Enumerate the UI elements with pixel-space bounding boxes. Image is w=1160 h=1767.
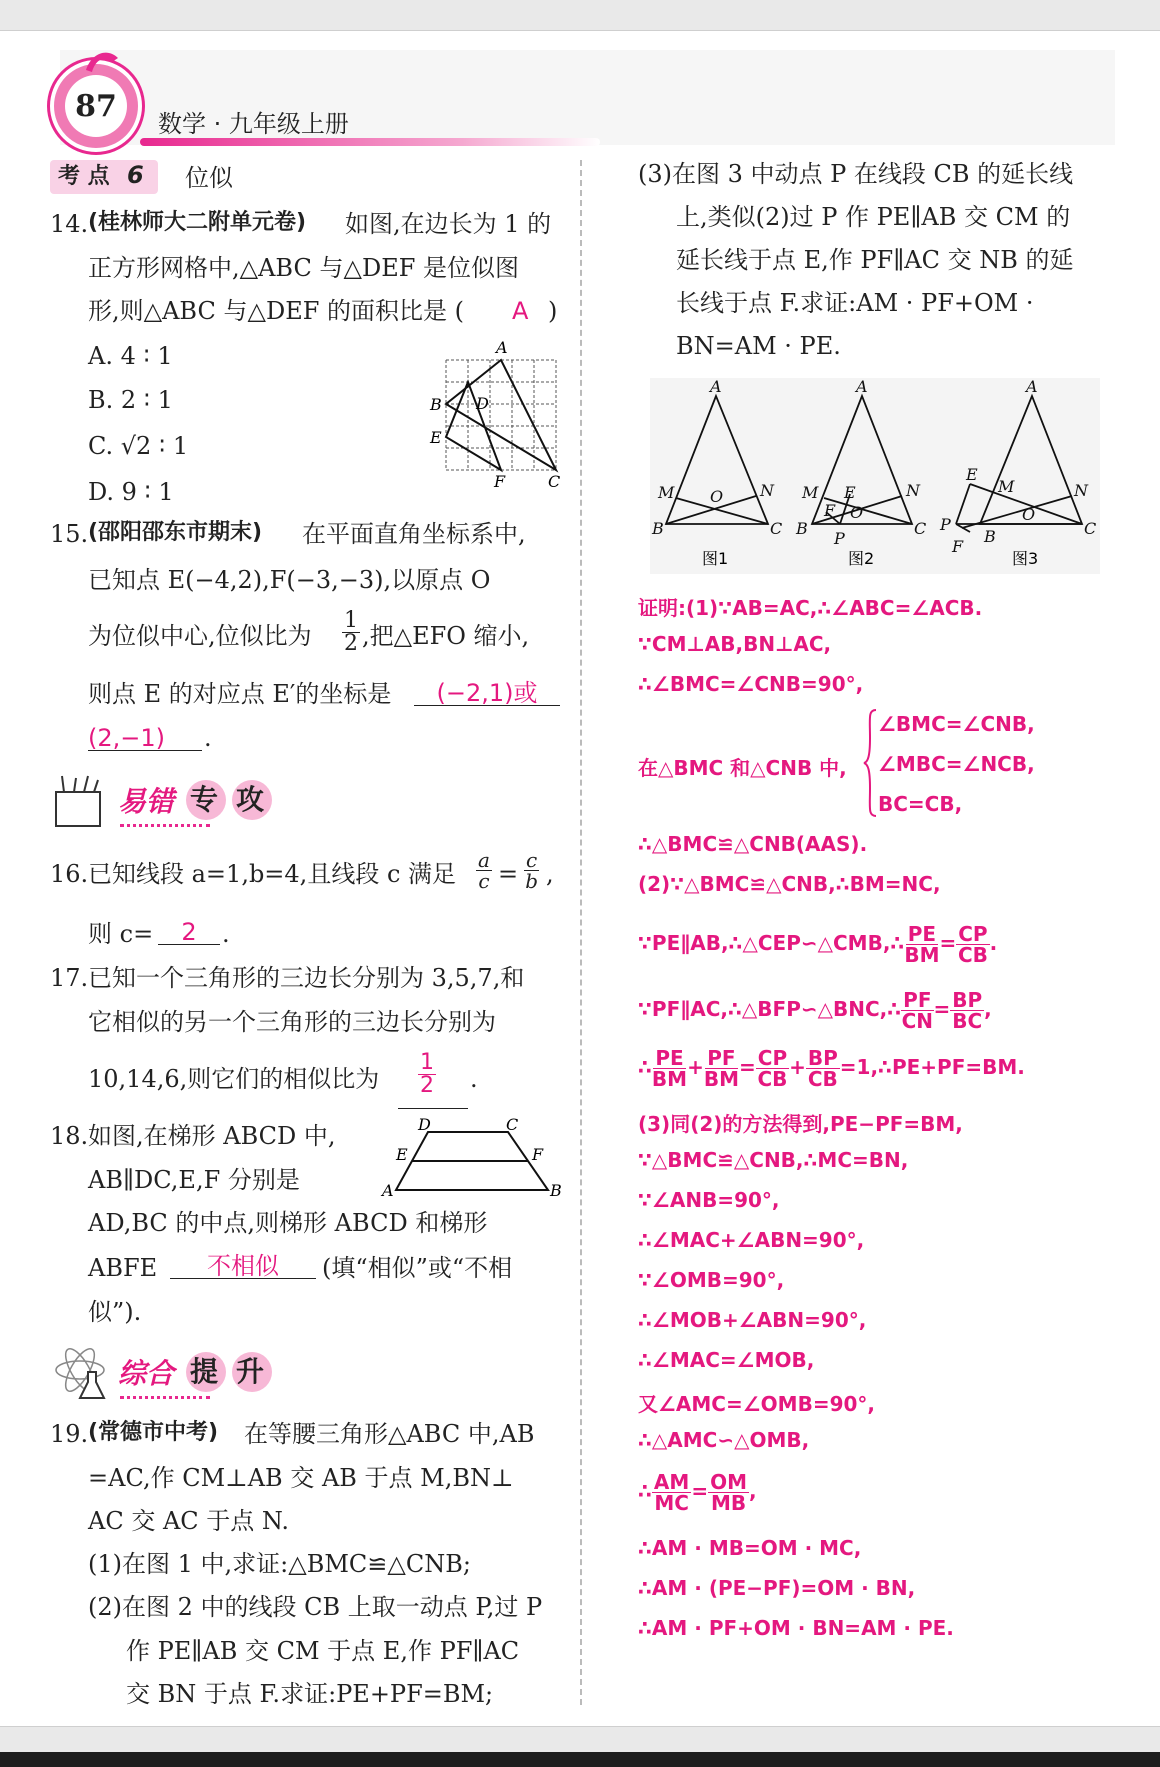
- equals: =: [933, 997, 951, 1021]
- q15-answer-part1: (−2,1)或: [414, 681, 560, 706]
- q15-line4: 则点 E 的对应点 E′的坐标是: [88, 680, 392, 708]
- q19-line1: 在等腰三角形△ABC 中,AB: [244, 1420, 535, 1448]
- frac-num: BP: [952, 988, 983, 1012]
- fig2-label-c: C: [914, 519, 927, 538]
- q14-option-a: A. 4 ∶ 1: [88, 342, 173, 370]
- fig1-label-n: N: [760, 481, 774, 500]
- fig3-label-a: A: [1026, 378, 1038, 396]
- q18-label-d: D: [418, 1118, 431, 1134]
- q14-source: (桂林师大二附单元卷): [88, 210, 307, 235]
- section-tag-label: 考 点: [58, 164, 110, 189]
- dotted-underline: [120, 824, 210, 827]
- frac-den: BM: [904, 943, 940, 967]
- frac-den: BM: [651, 1067, 688, 1091]
- fig3-label-f: F: [952, 537, 964, 556]
- proof-line3: ∴∠BMC=∠CNB=90°,: [638, 672, 864, 696]
- frac-den: MB: [710, 1491, 747, 1515]
- q16-equals: =: [498, 860, 519, 888]
- q17-answer-den: 2: [420, 1073, 434, 1098]
- section-yicuo-t2: 专: [190, 783, 219, 816]
- q18-line5: 似”).: [88, 1298, 142, 1326]
- q18-line4a: ABFE: [88, 1254, 158, 1282]
- fig2-label-a: A: [856, 378, 868, 396]
- q16-line1: 已知线段 a=1,b=4,且线段 c 满足: [88, 860, 457, 888]
- q14-label-d: D: [476, 394, 489, 413]
- fig1-caption: 图1: [702, 549, 729, 568]
- q18-label-c: C: [506, 1118, 519, 1134]
- frac: [756, 1048, 789, 1089]
- q16-f1-num: a: [478, 848, 490, 872]
- fig1-label-b: B: [652, 519, 664, 538]
- punct: .: [989, 931, 998, 955]
- fig1-label-o: O: [710, 487, 724, 506]
- q15-number: 15.: [50, 520, 89, 548]
- q18-trapezoid-figure: [380, 1118, 570, 1200]
- proof-line17: ∴△AMC∽△OMB,: [638, 1428, 810, 1452]
- pencil-cup-icon: [52, 774, 104, 828]
- q14-option-b: B. 2 ∶ 1: [88, 386, 173, 414]
- proof-line15: ∴∠MAC=∠MOB,: [638, 1348, 815, 1372]
- fig2-label-n: N: [906, 481, 920, 500]
- q16-line2: 则 c=: [88, 920, 154, 948]
- q16-comma: ,: [546, 860, 554, 888]
- q18-answer: 不相似: [170, 1254, 316, 1279]
- q19-part3c: 延长线于点 E,作 PF∥AC 交 NB 的延: [676, 246, 1074, 274]
- section-zonghe-t1: 综合: [118, 1357, 175, 1390]
- fig3-label-p: P: [940, 515, 951, 534]
- header-title: 数学 · 九年级上册: [158, 110, 349, 138]
- q17-answer-num: 1: [420, 1050, 434, 1075]
- q18-number: 18.: [50, 1122, 89, 1150]
- proof-line20: ∴AM · (PE−PF)=OM · BN,: [638, 1576, 916, 1600]
- frac-num: PF: [903, 988, 932, 1012]
- column-divider: [580, 160, 582, 1705]
- q19-source: (常德市中考): [88, 1420, 219, 1445]
- section-zonghe-t2: 提: [190, 1355, 219, 1388]
- frac-num: CP: [958, 922, 988, 946]
- q14-option-d: D. 9 ∶ 1: [88, 478, 174, 506]
- proof-line16: 又∠AMC=∠OMB=90°,: [638, 1392, 876, 1416]
- q19-part1: (1)在图 1 中,求证:△BMC≌△CNB;: [88, 1550, 471, 1578]
- bottom-bar: [0, 1752, 1160, 1767]
- q16-f2-num: c: [526, 848, 538, 872]
- q14-close: ): [548, 297, 558, 325]
- q16-f1-den: c: [478, 869, 490, 893]
- section-yicuo-t3: 攻: [236, 783, 265, 816]
- q18-line1: 如图,在梯形 ABCD 中,: [88, 1122, 336, 1150]
- section-zonghe: [52, 1342, 282, 1404]
- fig2-label-p: P: [834, 529, 845, 548]
- q16-answer: 2: [158, 920, 220, 945]
- proof-line8-text: ∴: [638, 1055, 652, 1079]
- proof-line7-text: ∵PF∥AC,∴△BFP∽△BNC,∴: [638, 997, 902, 1021]
- proof-line21: ∴AM · PF+OM · BN=AM · PE.: [638, 1616, 954, 1640]
- q15-answer-part2: (2,−1): [88, 726, 202, 751]
- q19-figures: [650, 378, 1100, 574]
- fig2-label-o: O: [850, 503, 864, 522]
- q18-label-e: E: [396, 1145, 408, 1164]
- q15-line1: 在平面直角坐标系中,: [302, 520, 526, 548]
- q17-number: 17.: [50, 964, 89, 992]
- section-zonghe-t3: 升: [236, 1355, 265, 1388]
- fig3-caption: 图3: [1012, 549, 1039, 568]
- equals: =: [691, 1479, 709, 1503]
- proof-line4: ∴△BMC≌△CNB(AAS).: [638, 832, 868, 856]
- fig3-label-m: M: [998, 477, 1015, 496]
- fig2-caption: 图2: [848, 549, 875, 568]
- frac-den: CB: [957, 943, 988, 967]
- punct: ,: [748, 1479, 757, 1503]
- q18-line4b: (填“相似”或“不相: [322, 1254, 513, 1282]
- q18-line3: AD,BC 的中点,则梯形 ABCD 和梯形: [88, 1209, 488, 1237]
- proof-line19: ∴AM · MB=OM · MC,: [638, 1536, 862, 1560]
- fig2-label-e: E: [844, 483, 856, 502]
- q15-ratio-num: 1: [344, 608, 358, 633]
- frac: [652, 1048, 687, 1089]
- q19-part2c: 交 BN 于点 F.求证:PE+PF=BM;: [126, 1680, 494, 1708]
- frac-num: OM: [710, 1470, 747, 1494]
- q19-part2a: (2)在图 2 中的线段 CB 上取一动点 P,过 P: [88, 1593, 543, 1621]
- q15-ratio-den: 2: [344, 631, 358, 656]
- page-number: 87: [65, 75, 127, 137]
- proof-system-2: ∠MBC=∠NCB,: [878, 752, 1035, 776]
- q14-number: 14.: [50, 210, 89, 238]
- q14-label-e: E: [430, 428, 442, 447]
- proof-line14: ∴∠MOB+∠ABN=90°,: [638, 1308, 867, 1332]
- fig3-label-e: E: [966, 465, 978, 484]
- q16-number: 16.: [50, 860, 89, 888]
- plus: +: [687, 1055, 704, 1079]
- proof-line18-text: ∴: [638, 1479, 652, 1503]
- brace-icon: [862, 708, 878, 818]
- fig3-label-c: C: [1084, 519, 1097, 538]
- proof-line1: 证明:(1)∵AB=AC,∴∠ABC=∠ACB.: [638, 596, 983, 620]
- frac-pf-cn: [901, 990, 933, 1031]
- q14-label-c: C: [548, 472, 561, 491]
- fig3-label-b: B: [984, 527, 996, 546]
- fig3-label-o: O: [1022, 505, 1036, 524]
- q17-answer-fraction: [418, 1052, 436, 1097]
- frac-pe-bm: [904, 924, 939, 965]
- q17-line1: 已知一个三角形的三边长分别为 3,5,7,和: [88, 964, 525, 992]
- fig1-label-c: C: [770, 519, 783, 538]
- q18-label-f: F: [532, 1145, 544, 1164]
- q17-line2: 它相似的另一个三角形的三边长分别为: [88, 1008, 496, 1036]
- q15-line3b: ,把△EFO 缩小,: [362, 622, 530, 650]
- frac-num: PE: [907, 922, 937, 946]
- section-yicuo: [52, 770, 282, 832]
- frac-den: CN: [901, 1009, 934, 1033]
- equals: =: [739, 1055, 756, 1079]
- section-yicuo-t1: 易错: [118, 785, 175, 818]
- frac: [806, 1048, 840, 1089]
- q18-label-a: A: [382, 1181, 394, 1200]
- q14-line1: 如图,在边长为 1 的: [345, 210, 552, 238]
- proof-line10: ∵△BMC≌△CNB,∴MC=BN,: [638, 1148, 909, 1172]
- q15-ratio-fraction: [342, 610, 360, 655]
- q17-end: .: [470, 1065, 478, 1093]
- punct: ,: [984, 997, 992, 1021]
- fig1-label-m: M: [658, 483, 675, 502]
- frac-den: MC: [654, 1491, 689, 1515]
- q14-line3: 形,则△ABC 与△DEF 的面积比是 (: [88, 297, 464, 325]
- frac-num: PE: [655, 1046, 684, 1070]
- header-underline: [140, 138, 600, 146]
- atom-flask-icon: [52, 1346, 112, 1400]
- frac-den: BM: [703, 1067, 739, 1091]
- proof-system-1: ∠BMC=∠CNB,: [878, 712, 1035, 736]
- proof-line7: [638, 990, 992, 1031]
- q19-number: 19.: [50, 1420, 89, 1448]
- proof-line18: [638, 1472, 757, 1513]
- q16-end: .: [222, 920, 230, 948]
- q15-line3a: 为位似中心,位似比为: [88, 622, 312, 650]
- q16-f2-den: b: [525, 869, 538, 893]
- q16-fraction-1: [476, 850, 492, 891]
- q14-line2: 正方形网格中,△ABC 与△DEF 是位似图: [88, 254, 519, 282]
- proof-line8-end: =1,∴PE+PF=BM.: [839, 1055, 1025, 1079]
- proof-line11: ∵∠ANB=90°,: [638, 1188, 780, 1212]
- q19-part3a: (3)在图 3 中动点 P 在线段 CB 的延长线: [638, 160, 1074, 188]
- q14-label-b: B: [430, 395, 442, 414]
- badge-ribbon-icon: [82, 46, 122, 74]
- proof-system-3: BC=CB,: [878, 792, 963, 816]
- proof-line5: (2)∵△BMC≌△CNB,∴BM=NC,: [638, 872, 941, 896]
- plus: +: [789, 1055, 806, 1079]
- frac-den: BC: [952, 1009, 983, 1033]
- proof-line13: ∵∠OMB=90°,: [638, 1268, 785, 1292]
- fig3-label-n: N: [1074, 481, 1088, 500]
- frac-num: PF: [707, 1046, 736, 1070]
- frac-num: BP: [807, 1046, 838, 1070]
- q19-part3d: 长线于点 F.求证:AM · PF+OM ·: [676, 289, 1034, 317]
- frac-num: AM: [653, 1470, 690, 1494]
- proof-system-prefix: 在△BMC 和△CNB 中,: [638, 756, 847, 780]
- frac: [704, 1048, 739, 1089]
- q19-part2b: 作 PE∥AB 交 CM 于点 E,作 PF∥AC: [126, 1637, 520, 1665]
- fig2-label-m: M: [802, 483, 819, 502]
- frac-num: CP: [757, 1046, 788, 1070]
- equals: =: [939, 931, 957, 955]
- frac-cp-cb: [956, 924, 989, 965]
- frac-den: CB: [807, 1067, 838, 1091]
- q15-source: (邵阳邵东市期末): [88, 520, 263, 545]
- q14-answer: A: [512, 297, 529, 325]
- proof-line12: ∴∠MAC+∠ABN=90°,: [638, 1228, 865, 1252]
- section-tag-number: 6: [127, 161, 144, 189]
- q14-label-f: F: [494, 472, 506, 491]
- frac-bp-bc: [950, 990, 984, 1031]
- fig2-label-b: B: [796, 519, 808, 538]
- fig1-label-a: A: [710, 378, 722, 396]
- q16-fraction-2: [524, 850, 539, 891]
- proof-line6: [638, 924, 997, 965]
- figures-background: [650, 378, 1100, 574]
- dotted-underline: [120, 1396, 210, 1399]
- q17-line3: 10,14,6,则它们的相似比为: [88, 1065, 380, 1093]
- q14-label-a: A: [496, 338, 508, 357]
- fig2-label-f: F: [824, 501, 836, 520]
- q18-label-b: B: [550, 1181, 562, 1200]
- frac-om-mb: [708, 1472, 749, 1513]
- section-title: 位似: [185, 164, 233, 192]
- proof-line6-text: ∵PE∥AB,∴△CEP∽△CMB,∴: [638, 931, 905, 955]
- proof-line2: ∵CM⊥AB,BN⊥AC,: [638, 632, 832, 656]
- q19-line3: AC 交 AC 于点 N.: [88, 1507, 289, 1535]
- q15-line2: 已知点 E(−4,2),F(−3,−3),以原点 O: [88, 566, 491, 594]
- q18-line2: AB∥DC,E,F 分别是: [88, 1166, 300, 1194]
- q19-part3b: 上,类似(2)过 P 作 PE∥AB 交 CM 的: [676, 203, 1071, 231]
- q14-option-c: C. √2 ∶ 1: [88, 432, 189, 460]
- q15-end: .: [204, 724, 212, 752]
- q17-answer-underline: [398, 1108, 468, 1109]
- proof-line9: (3)同(2)的方法得到,PE−PF=BM,: [638, 1112, 963, 1136]
- frac-am-mc: [652, 1472, 691, 1513]
- frac-den: CB: [757, 1067, 788, 1091]
- q19-part3e: BN=AM · PE.: [676, 332, 841, 360]
- proof-line8: [638, 1048, 1025, 1089]
- q19-line2: =AC,作 CM⊥AB 交 AB 于点 M,BN⊥: [88, 1464, 514, 1492]
- q14-grid-figure: [428, 335, 570, 495]
